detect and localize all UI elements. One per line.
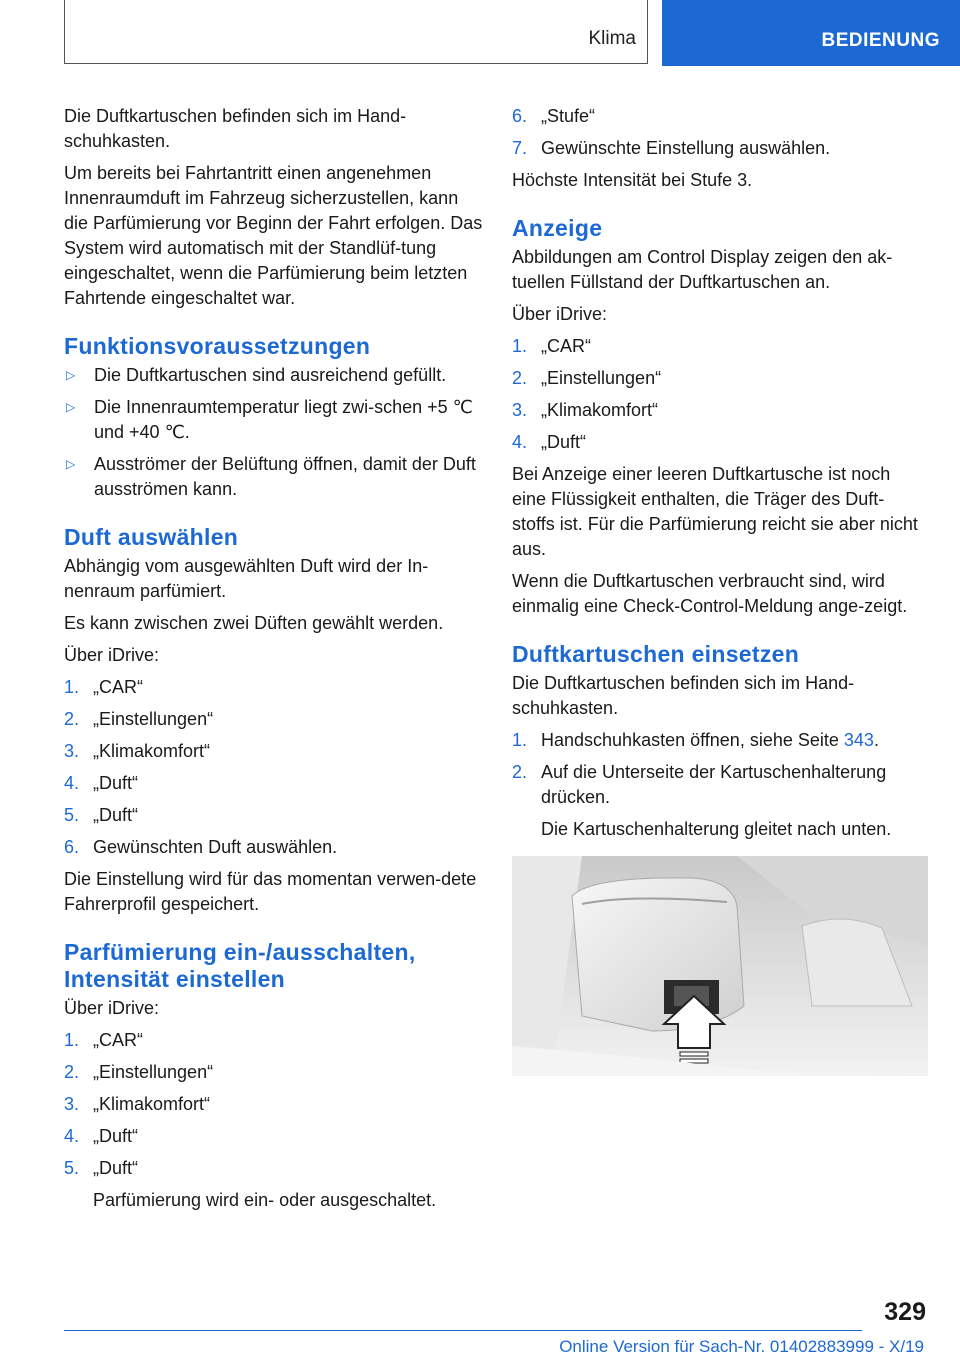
- list-item: [64, 739, 484, 764]
- step-text: „Duft“: [93, 773, 138, 793]
- list-item: [64, 803, 484, 828]
- list-item: [64, 675, 484, 700]
- intro-paragraph-1: Die Duftkartuschen befinden sich im Hand-schuhkasten.: [64, 106, 407, 151]
- paragraph: Über iDrive:: [64, 645, 160, 665]
- step-text: „Stufe“: [541, 106, 596, 126]
- prerequisites-list: [64, 363, 484, 502]
- paragraph: Es kann zwischen zwei Düften gewählt werden.: [64, 613, 444, 633]
- list-item-text: Die Duftkartuschen sind ausreichend gefüllt.: [94, 365, 447, 385]
- paragraph: Die Duftkartuschen befinden sich im Hand-schuhkasten.: [512, 673, 855, 718]
- step-text: „Duft“: [93, 805, 138, 825]
- page-number: 329: [884, 1298, 926, 1326]
- heading-anzeige: Anzeige: [512, 215, 603, 241]
- paragraph: Bei Anzeige einer leeren Duftkartusche ist noch eine Flüssigkeit enthalten, die Träger des Duft-stoffs ist. Für die Parfümierung reicht sie aber nicht aus.: [512, 464, 918, 559]
- step-text: „CAR“: [93, 1030, 143, 1050]
- step-number: 7.: [512, 138, 528, 158]
- step-text: Auf die Unterseite der Kartuschenhalterung drücken.: [541, 762, 887, 807]
- list-item: [512, 760, 924, 842]
- step-text-end: .: [873, 730, 879, 750]
- step-number: 6.: [512, 106, 528, 126]
- footer-version-text: Online Version für Sach-Nr. 01402883999 - X/19: [559, 1337, 924, 1356]
- step-number: 4.: [512, 432, 528, 452]
- list-item: [64, 1060, 484, 1085]
- list-item: [512, 728, 924, 753]
- step-number: 6.: [64, 837, 80, 857]
- paragraph: Höchste Intensität bei Stufe 3.: [512, 170, 753, 190]
- paragraph: Abbildungen am Control Display zeigen den ak-tuellen Füllstand der Duftkartuschen an.: [512, 247, 893, 292]
- list-item: [64, 452, 484, 502]
- illustration-svg: [512, 856, 928, 1076]
- list-item: [64, 395, 484, 445]
- step-text: „Duft“: [93, 1158, 138, 1178]
- heading-duft-auswaehlen: Duft auswählen: [64, 524, 239, 550]
- steps-list-parfuemierung: [64, 1028, 484, 1213]
- paragraph: Die Einstellung wird für das momentan verwen-dete Fahrerprofil gespeichert.: [64, 869, 477, 914]
- step-number: 1.: [64, 1030, 80, 1050]
- list-item: [512, 104, 924, 129]
- right-column: [512, 104, 924, 1076]
- step-number: 3.: [512, 400, 528, 420]
- step-number: 4.: [64, 773, 80, 793]
- step-number: 1.: [64, 677, 80, 697]
- step-number: 2.: [512, 368, 528, 388]
- bullet-triangle-icon: ▷: [66, 400, 76, 414]
- list-item: [64, 1092, 484, 1117]
- step-number: 3.: [64, 1094, 80, 1114]
- step-text: Gewünschten Duft auswählen.: [93, 837, 338, 857]
- bullet-triangle-icon: ▷: [66, 457, 76, 471]
- list-item: [64, 771, 484, 796]
- glovebox-cartridge-illustration: [512, 856, 928, 1076]
- heading-funktionsvoraussetzungen: Funktionsvoraussetzungen: [64, 333, 371, 359]
- step-note: Parfümierung wird ein- oder ausgeschaltet.: [93, 1190, 437, 1210]
- step-number: 2.: [64, 709, 80, 729]
- list-item: [512, 366, 924, 391]
- step-text: „Duft“: [541, 432, 586, 452]
- step-text: „Klimakomfort“: [93, 741, 211, 761]
- list-item-text: Ausströmer der Belüftung öffnen, damit der Duft ausströmen kann.: [94, 454, 476, 499]
- steps-list-einsetzen: [512, 728, 924, 842]
- heading-parfuemierung: Parfümierung ein-/ausschalten, Intensität einstellen: [64, 939, 416, 992]
- page-reference-link[interactable]: 343: [843, 730, 874, 750]
- list-item: [64, 835, 484, 860]
- step-text: „CAR“: [93, 677, 143, 697]
- step-note: Die Kartuschenhalterung gleitet nach unten.: [541, 819, 892, 839]
- header-section: BEDIENUNG: [821, 30, 940, 51]
- list-item: [512, 430, 924, 455]
- paragraph: Über iDrive:: [512, 304, 608, 324]
- step-text: „Einstellungen“: [93, 1062, 214, 1082]
- step-number: 2.: [64, 1062, 80, 1082]
- step-text: „Klimakomfort“: [541, 400, 659, 420]
- steps-list-continued: [512, 104, 924, 161]
- steps-list-anzeige: [512, 334, 924, 455]
- step-number: 5.: [64, 1158, 80, 1178]
- list-item: [64, 1156, 484, 1213]
- step-number: 2.: [512, 762, 528, 782]
- step-text: „CAR“: [541, 336, 591, 356]
- list-item: [512, 398, 924, 423]
- list-item: [64, 707, 484, 732]
- list-item: [64, 1028, 484, 1053]
- step-number: 1.: [512, 336, 528, 356]
- footer-divider: [64, 1330, 862, 1331]
- step-text: Gewünschte Einstellung auswählen.: [541, 138, 831, 158]
- step-number: 4.: [64, 1126, 80, 1146]
- step-text: „Einstellungen“: [541, 368, 662, 388]
- step-text: „Duft“: [93, 1126, 138, 1146]
- header-chapter: Klima: [588, 28, 636, 49]
- step-number: 3.: [64, 741, 80, 761]
- step-text: Handschuhkasten öffnen, siehe Seite: [541, 730, 844, 750]
- step-number: 5.: [64, 805, 80, 825]
- paragraph: Abhängig vom ausgewählten Duft wird der In-nenraum parfümiert.: [64, 556, 429, 601]
- paragraph: Wenn die Duftkartuschen verbraucht sind, wird einmalig eine Check-Control-Meldung ange-zeigt.: [512, 571, 908, 616]
- intro-paragraph-2: Um bereits bei Fahrtantritt einen angenehmen Innenraumduft im Fahrzeug sicherzustellen, kann die Parfümierung vor Beginn der Fahrt erfolgen. Das System wird automatisch mit der Standlüf-tung eingeschaltet, wenn die Parfümierung beim letzten Fahrtende eingeschaltet war.: [64, 163, 483, 308]
- list-item: [64, 1124, 484, 1149]
- list-item: [512, 334, 924, 359]
- steps-list-duft: [64, 675, 484, 860]
- list-item: [64, 363, 484, 388]
- step-text: „Einstellungen“: [93, 709, 214, 729]
- heading-duftkartuschen-einsetzen: Duftkartuschen einsetzen: [512, 641, 800, 667]
- bullet-triangle-icon: ▷: [66, 368, 76, 382]
- list-item-text: Die Innenraumtemperatur liegt zwi-schen +5 ℃ und +40 ℃.: [94, 397, 473, 442]
- paragraph: Über iDrive:: [64, 998, 160, 1018]
- step-number: 1.: [512, 730, 528, 750]
- step-text: „Klimakomfort“: [93, 1094, 211, 1114]
- list-item: [512, 136, 924, 161]
- left-column: [64, 104, 484, 1220]
